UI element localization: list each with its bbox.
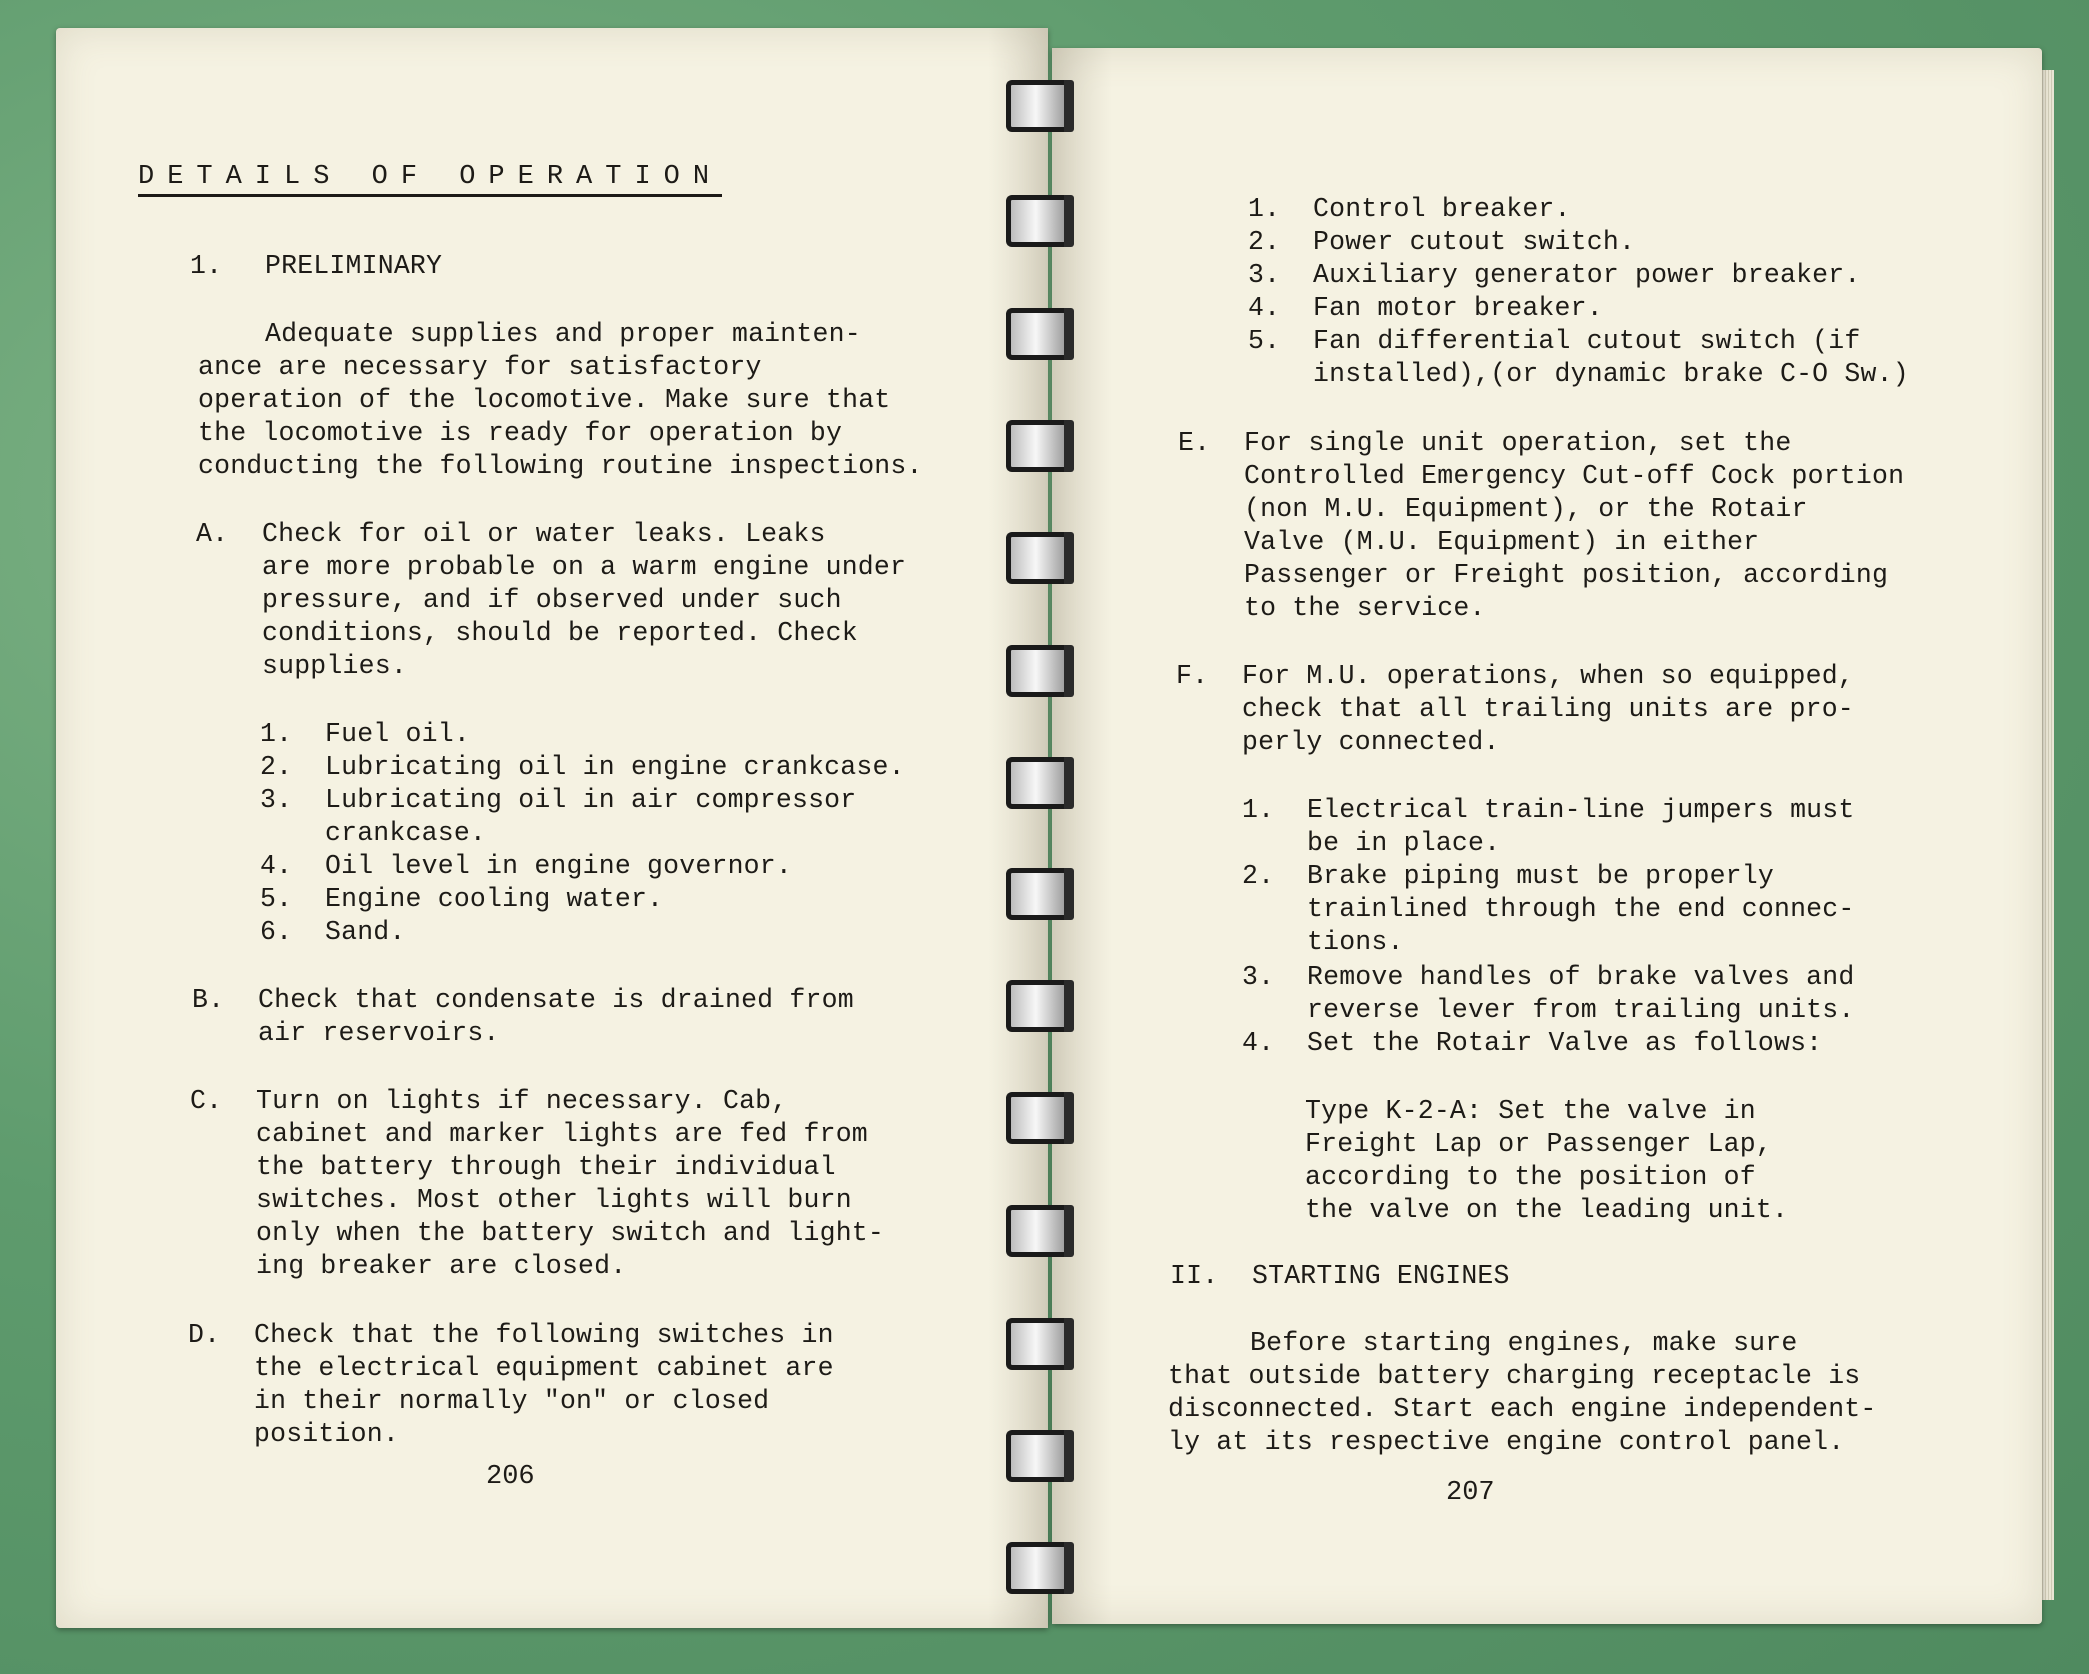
list-number: 3.	[1242, 962, 1275, 992]
text-line: Freight Lap or Passenger Lap,	[1305, 1129, 1772, 1159]
text-line: Controlled Emergency Cut-off Cock portion	[1244, 461, 1905, 491]
list-number: 5.	[260, 884, 293, 914]
text-line: air reservoirs.	[258, 1018, 500, 1048]
text-line: position.	[254, 1419, 399, 1449]
list-item: Fan differential cutout switch (if	[1313, 326, 1861, 356]
list-item: reverse lever from trailing units.	[1307, 995, 1855, 1025]
text-line: operation of the locomotive. Make sure that	[198, 385, 891, 415]
list-item: Engine cooling water.	[325, 884, 664, 914]
list-number: 1.	[260, 719, 293, 749]
text-line: the battery through their individual	[256, 1152, 836, 1182]
text-line: check that all trailing units are pro-	[1242, 694, 1854, 724]
binding-ring	[1006, 420, 1066, 472]
page-heading: DETAILS OF OPERATION	[138, 162, 722, 197]
binding-ring	[1006, 868, 1066, 920]
text-line: are more probable on a warm engine under	[262, 552, 907, 582]
list-item: Fan motor breaker.	[1313, 293, 1603, 323]
list-item: Lubricating oil in air compressor	[325, 785, 857, 815]
list-number: 3.	[260, 785, 293, 815]
list-item: tions.	[1307, 927, 1404, 957]
text-line: For M.U. operations, when so equipped,	[1242, 661, 1854, 691]
text-line: Adequate supplies and proper mainten-	[265, 319, 861, 349]
binding-ring	[1006, 1430, 1066, 1482]
list-number: 6.	[260, 917, 293, 947]
list-number: 4.	[260, 851, 293, 881]
binding-ring	[1006, 1542, 1066, 1594]
item-label: E.	[1178, 428, 1211, 458]
text-line: pressure, and if observed under such	[262, 585, 842, 615]
list-number: 1.	[1248, 194, 1281, 224]
text-line: the locomotive is ready for operation by	[198, 418, 843, 448]
binding-ring	[1006, 980, 1066, 1032]
list-number: 4.	[1248, 293, 1281, 323]
binding-ring	[1006, 195, 1066, 247]
list-item: Power cutout switch.	[1313, 227, 1636, 257]
list-number: 3.	[1248, 260, 1281, 290]
list-number: 2.	[1248, 227, 1281, 257]
item-label: F.	[1176, 661, 1209, 691]
item-label: B.	[192, 985, 225, 1015]
list-number: 5.	[1248, 326, 1281, 356]
page-number: 207	[1446, 1478, 1495, 1508]
binding-ring	[1006, 1205, 1066, 1257]
binding-ring	[1006, 308, 1066, 360]
list-number: 1.	[1242, 795, 1275, 825]
list-number: 4.	[1242, 1028, 1275, 1058]
list-number: 2.	[1242, 861, 1275, 891]
binding-ring	[1006, 532, 1066, 584]
text-line: Passenger or Freight position, according	[1244, 560, 1889, 590]
text-line: ance are necessary for satisfactory	[198, 352, 762, 382]
text-line: according to the position of	[1305, 1162, 1756, 1192]
list-number: 2.	[260, 752, 293, 782]
text-line: Valve (M.U. Equipment) in either	[1244, 527, 1760, 557]
section-number: II.	[1170, 1261, 1219, 1291]
item-label: D.	[188, 1320, 221, 1350]
list-item: Sand.	[325, 917, 406, 947]
list-item: Oil level in engine governor.	[325, 851, 792, 881]
text-line: only when the battery switch and light-	[256, 1218, 885, 1248]
text-line: the electrical equipment cabinet are	[254, 1353, 834, 1383]
binding-ring	[1006, 645, 1066, 697]
list-item: Electrical train-line jumpers must	[1307, 795, 1855, 825]
binding-shadow-right	[1052, 48, 1112, 1624]
text-line: Check that the following switches in	[254, 1320, 834, 1350]
list-item: be in place.	[1307, 828, 1501, 858]
text-line: disconnected. Start each engine independent-	[1168, 1394, 1877, 1424]
list-item: Set the Rotair Valve as follows:	[1307, 1028, 1823, 1058]
text-line: Check that condensate is drained from	[258, 985, 854, 1015]
text-line: Type K-2-A: Set the valve in	[1305, 1096, 1756, 1126]
list-item: Fuel oil.	[325, 719, 470, 749]
text-line: Check for oil or water leaks. Leaks	[262, 519, 826, 549]
list-item: Control breaker.	[1313, 194, 1571, 224]
binding-ring	[1006, 1318, 1066, 1370]
text-line: Turn on lights if necessary. Cab,	[256, 1086, 788, 1116]
list-item: Lubricating oil in engine crankcase.	[325, 752, 905, 782]
text-line: switches. Most other lights will burn	[256, 1185, 852, 1215]
text-line: that outside battery charging receptacle is	[1168, 1361, 1861, 1391]
text-line: perly connected.	[1242, 727, 1500, 757]
binding-shadow-left	[988, 28, 1048, 1628]
text-line: in their normally "on" or closed	[254, 1386, 770, 1416]
text-line: ly at its respective engine control panel.	[1168, 1427, 1845, 1457]
text-line: For single unit operation, set the	[1244, 428, 1792, 458]
text-line: the valve on the leading unit.	[1305, 1195, 1789, 1225]
item-label: C.	[190, 1086, 223, 1116]
page-edges	[2040, 70, 2054, 1600]
binding-ring	[1006, 757, 1066, 809]
text-line: to the service.	[1244, 593, 1486, 623]
section-title: STARTING ENGINES	[1252, 1261, 1510, 1291]
binding-ring	[1006, 80, 1066, 132]
text-line: conditions, should be reported. Check	[262, 618, 858, 648]
list-item: Remove handles of brake valves and	[1307, 962, 1855, 992]
list-item: crankcase.	[325, 818, 487, 848]
text-line: (non M.U. Equipment), or the Rotair	[1244, 494, 1808, 524]
text-line: ing breaker are closed.	[256, 1251, 627, 1281]
list-item: Brake piping must be properly	[1307, 861, 1774, 891]
section-title: PRELIMINARY	[265, 251, 443, 281]
item-label: A.	[196, 519, 229, 549]
list-item: Auxiliary generator power breaker.	[1313, 260, 1861, 290]
text-line: supplies.	[262, 651, 407, 681]
text-line: cabinet and marker lights are fed from	[256, 1119, 868, 1149]
text-line: Before starting engines, make sure	[1250, 1328, 1798, 1358]
section-number: 1.	[190, 251, 223, 281]
binding-ring	[1006, 1092, 1066, 1144]
list-item: trainlined through the end connec-	[1307, 894, 1855, 924]
list-item: installed),(or dynamic brake C-O Sw.)	[1313, 359, 1909, 389]
text-line: conducting the following routine inspections.	[198, 451, 923, 481]
page-number: 206	[486, 1462, 535, 1492]
